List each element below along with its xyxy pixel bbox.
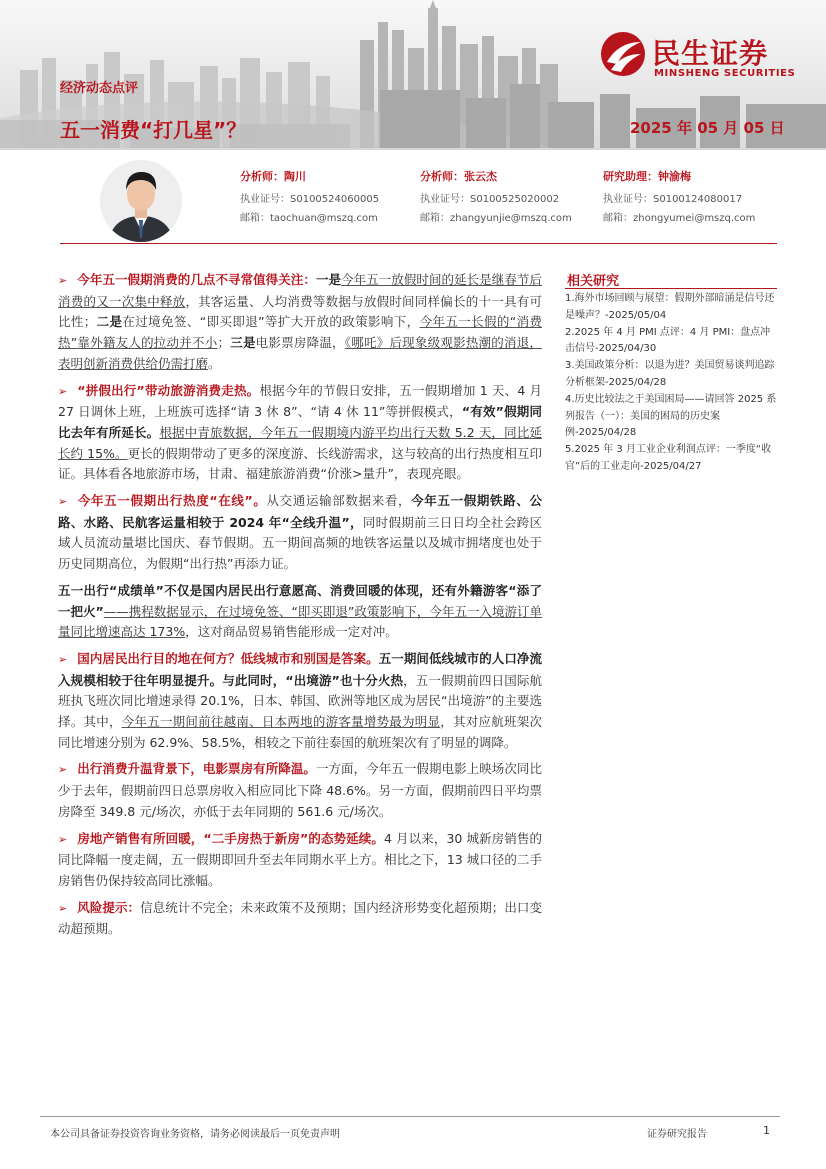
bullet-icon: ➢ [58, 763, 68, 777]
bullet-icon: ➢ [58, 652, 68, 666]
report-title: 五一消费“打几星”？ [60, 118, 247, 142]
paragraph-3: ➢ 今年五一假期出行热度“在线”。从交通运输部数据来看，今年五一假期铁路、公路、水路、民航客运量相较于 2024 年“全线升温”，同时假期前三日日均全社会跨区域人员流动量堪比国庆、春节假期。五一期间高频的地铁客运量以及城市拥堵度也处于历史同期高位，为假期“出行热”再添力证。 [58, 493, 542, 572]
page-number: 1 [763, 1124, 770, 1137]
paragraph-risk: ➢ 风险提示：信息统计不完全；未来政策不及预期；国内经济形势变化超预期；出口变动超预期。 [58, 899, 542, 937]
analyst-3-name: 研究助理：钟渝梅 [603, 170, 691, 183]
related-research-title: 相关研究 [567, 274, 620, 289]
related-research-link-5[interactable]: 5.2025 年 3 月工业企业利润点评：一季度“收官”后的工业走向-2025/04/27 [565, 444, 772, 472]
paragraph-7: ➢ 房地产销售有所回暖，“二手房热于新房”的态势延续。4 月以来，30 城新房销售的同比降幅一度走阔，五一假期即回升至去年同期水平上方。相比之下，13 城口径的二手房销售仍保持较高同比涨幅。 [58, 830, 542, 888]
related-research-link-4[interactable]: 4.历史比较法之于美国困局——请回答 2025 系列报告（一）：美国的困局的历史案例-2025/04/28 [565, 393, 777, 439]
paragraph-6: ➢ 出行消费升温背景下，电影票房有所降温。一方面，今年五一假期电影上映场次同比少于去年，假期前四日总票房收入相应同比下降 48.6%。另一方面，假期前四日平均票房降至 349.8 元/场次，亦低于去年同期的 561.6 元/场次。 [58, 761, 542, 819]
related-research-link-3[interactable]: 3.美国政策分析：以退为进？美国贸易谈判追踪分析框架-2025/04/28 [565, 360, 775, 388]
analyst-1-name: 分析师：陶川 [240, 170, 306, 183]
analyst-avatar [100, 160, 182, 242]
paragraph-5: ➢ 国内居民出行目的地在何方？低线城市和别国是答案。五一期间低线城市的人口净流入规模相较于往年明显提升。与此同时，“出境游”也十分火热，五一假期前四日国际航班执飞班次同比增速录得 20.1%，日本、韩国、欧洲等地区成为居民“出境游”的主要选择。其中，今年五一期间前往越南、日本两地的游客量增势最为明显，其对应航班架次同比增速分别为 62.9%、58.5%，相较之下前往泰国的航班架次有了明显的调降。 [58, 650, 542, 750]
paragraph-1: ➢ 今年五一假期消费的几点不寻常值得关注：一是今年五一放假时间的延长是继春节后消费的又一次集中释放，其客运量、人均消费等数据与放假时间同样偏长的十一具有可比性；二是在过境免签、“即买即退”等扩大开放的政策影响下，今年五一长假的“消费热”靠外籍友人的拉动并不小；三是电影票房降温，《哪吒》后现象级观影热潮的消退，表明创新消费供给仍需打磨。 [58, 272, 542, 371]
divider [60, 243, 777, 244]
divider [565, 288, 777, 289]
related-research-list [565, 291, 780, 476]
bullet-icon: ➢ [58, 274, 68, 287]
paragraph-4: 五一出行“成绩单”不仅是国内居民出行意愿高、消费回暖的体现，还有外籍游客“添了一把火”——携程数据显示，在过境免签、“即买即退”政策影响下，今年五一入境游订单量同比增速高达 173%，这对商品贸易销售能形成一定对冲。 [58, 582, 543, 640]
brand-name-cn: 民生证券 [652, 37, 769, 70]
bullet-icon: ➢ [58, 901, 68, 915]
report-body [58, 270, 542, 946]
bullet-icon: ➢ [58, 832, 68, 846]
bullet-icon: ➢ [58, 495, 68, 509]
analyst-2-email: 邮箱：zhangyunjie@mszq.com [420, 213, 572, 224]
footer-divider [40, 1116, 780, 1117]
bullet-icon: ➢ [58, 384, 68, 398]
analyst-2-name: 分析师：张云杰 [420, 170, 497, 183]
footer-disclaimer: 本公司具备证券投资咨询业务资格，请务必阅读最后一页免责声明 [50, 1129, 340, 1140]
analyst-1-email: 邮箱：taochuan@mszq.com [240, 213, 378, 224]
footer-doc-type: 证券研究报告 [647, 1129, 707, 1140]
report-type-label: 经济动态点评 [60, 81, 139, 96]
analyst-1-cert: 执业证号：S0100524060005 [240, 194, 380, 205]
analyst-2-cert: 执业证号：S0100525020002 [420, 194, 560, 205]
analyst-3-cert: 执业证号：S0100124080017 [603, 194, 743, 205]
brand-name-en: MINSHENG SECURITIES [654, 68, 796, 79]
related-research-link-2[interactable]: 2.2025 年 4 月 PMI 点评：4 月 PMI：盘点冲击信号-2025/04/30 [565, 326, 771, 355]
report-date: 2025 年 05 月 05 日 [630, 119, 785, 137]
paragraph-2: ➢ “拼假出行”带动旅游消费走热。根据今年的节假日安排，五一假期增加 1 天、4 月 27 日调休上班，上班族可选择“请 3 休 8”、“请 4 休 11”等拼假模式，“有效”假期同比去年有所延长。根据中青旅数据，今年五一假期境内游平均出行天数 5.2 天，同比延长约 15%。更长的假期带动了更多的深度游、长线游需求，这与较高的出行热度相互印证。具体看各地旅游市场，甘肃、福建旅游消费“价涨>量升”，表现亮眼。 [58, 382, 543, 482]
related-research-link-1[interactable]: 1.海外市场回顾与展望：假期外部暗涌是信号还是噪声？-2025/05/04 [565, 293, 775, 321]
analyst-3-email: 邮箱：zhongyumei@mszq.com [603, 213, 756, 224]
